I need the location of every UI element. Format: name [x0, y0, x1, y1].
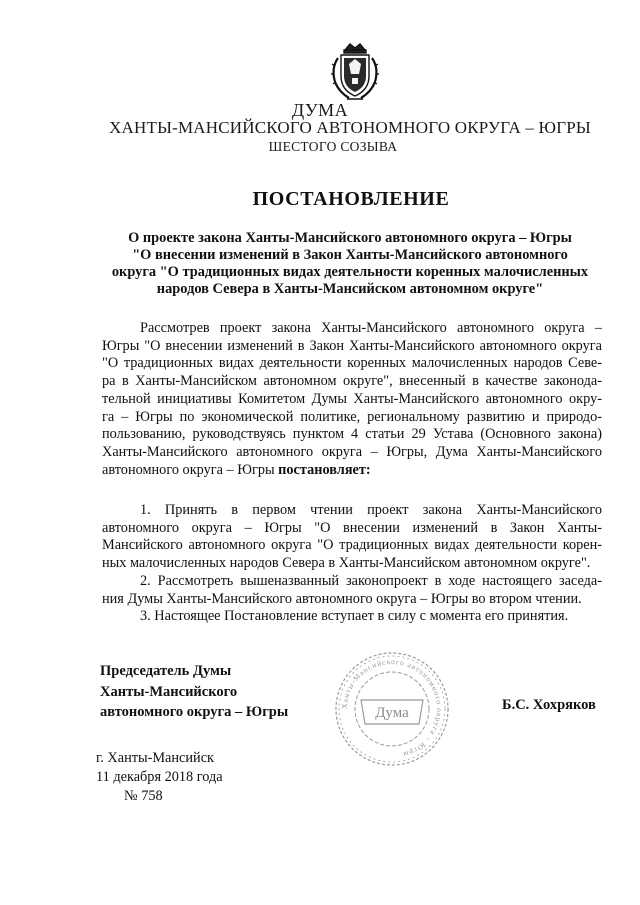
text-line: Ханты-Мансийского автономного округа – Югры, Дума Ханты-Мансийского: [102, 443, 602, 460]
subject-line: округа "О традиционных видах деятельности коренных малочисленных: [111, 264, 589, 280]
subject-line: О проекте закона Ханты-Мансийского автономного округа – Югры: [128, 230, 572, 246]
item-line: ных малочисленных народов Севера в Ханты-Мансийском автономном округе".: [102, 555, 591, 572]
text-line: пользованию, руководствуясь пунктом 4 статьи 29 Устава (Основного закона): [102, 426, 602, 443]
item-line: 1. Принять в первом чтении проект закона Ханты-Мансийского: [140, 502, 602, 518]
position-line: Председатель Думы: [100, 663, 232, 679]
preamble-paragraph: [102, 320, 602, 479]
item-line: Мансийского автономного округа "О традиционных видах деятельности корен-: [102, 537, 602, 554]
text-fragment: автономного округа – Югры: [102, 461, 279, 478]
seal-ring-text: Ханты-Мансийского автономного округа – Югры: [339, 656, 445, 760]
convocation: ШЕСТОГО СОЗЫВА: [268, 139, 398, 154]
date: 11 декабря 2018 года: [96, 769, 223, 785]
text-line: га – Югры по экономической политике, региональному развитию и природо-: [102, 408, 602, 425]
text-line: тельной инициативы Комитетом Думы Ханты-Мансийского автономного окру-: [102, 390, 602, 407]
seal-center-text: Дума: [375, 705, 409, 721]
item-line: 3. Настоящее Постановление вступает в силу с момента его принятия.: [140, 608, 569, 625]
subject-line: "О внесении изменений в Закон Ханты-Мансийского автономного: [132, 247, 568, 263]
subject-line: народов Севера в Ханты-Мансийском автономном округе": [156, 281, 544, 297]
organization-region: ХАНТЫ-МАНСИЙСКОГО АВТОНОМНОГО ОКРУГА – ЮГРЫ: [109, 118, 591, 137]
document-number: № 758: [124, 788, 163, 804]
signatory-position: [100, 661, 288, 723]
text-line: Югры "О внесении изменений в Закон Ханты-Мансийского автономного округа: [102, 337, 602, 354]
resolution-items: [102, 502, 602, 626]
resolves-word: постановляет:: [278, 461, 371, 478]
position-line: Ханты-Мансийского: [100, 683, 238, 700]
document-subject: [100, 230, 600, 298]
item-line: 2. Рассмотреть вышеназванный законопроект в ходе настоящего заседа-: [140, 572, 602, 589]
signatory-name: Б.С. Хохряков: [502, 697, 596, 713]
item-line: автономного округа – Югры "О внесении изменений в Закон Ханты-: [102, 519, 602, 536]
text-line: ра в Ханты-Мансийском автономном округе", внесенный в качестве законода-: [102, 373, 602, 390]
place-date-number: [96, 749, 223, 806]
item-line: ния Думы Ханты-Мансийского автономного округа – Югры во втором чтении.: [102, 590, 582, 607]
organization-name: ДУМА: [291, 100, 349, 120]
coat-of-arms-icon: [329, 36, 381, 104]
document-title: ПОСТАНОВЛЕНИЕ: [252, 188, 450, 210]
official-seal: [333, 650, 451, 768]
text-line: "О традиционных видах деятельности коренных малочисленных народов Севе-: [102, 355, 602, 372]
position-line: автономного округа – Югры: [100, 704, 289, 720]
text-line-last: [102, 462, 602, 480]
city: г. Ханты-Мансийск: [96, 750, 214, 766]
text-line: Рассмотрев проект закона Ханты-Мансийского автономного округа –: [140, 320, 602, 336]
